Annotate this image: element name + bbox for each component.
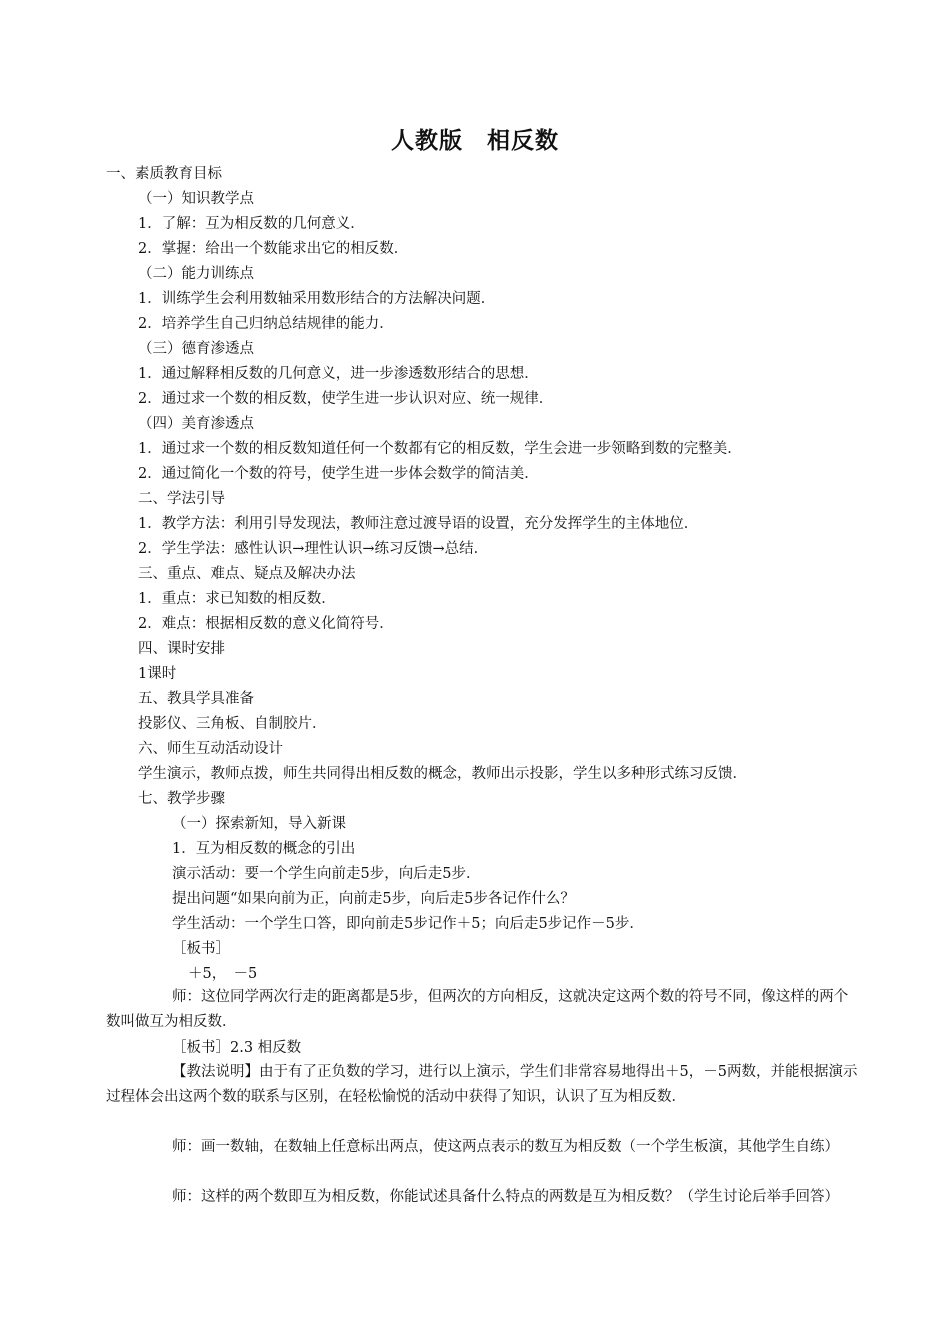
section-heading: 二、学法引导 [138,491,225,507]
paragraph: 师：这位同学两次行走的距离都是5步，但两次的方向相反，这就决定这两个数的符号不同，像这样的两个数叫做互为相反数． [106,989,849,1030]
subsection-heading: （一）知识教学点 [138,191,254,207]
body-text: 演示活动：要一个学生向前走5步，向后走5步． [172,866,481,882]
paragraph: 【教法说明】由于有了正负数的学习，进行以上演示，学生们非常容易地得出＋5，－5两数，并能根据演示过程体会出这两个数的联系与区别，在轻松愉悦的活动中获得了知识，认识了互为相反数． [106,1064,858,1105]
list-item: 2．难点：根据相反数的意义化简符号． [138,616,394,632]
list-item: 1．通过解释相反数的几何意义，进一步渗透数形结合的思想． [138,366,539,382]
body-text: 投影仪、三角板、自制胶片． [138,716,327,732]
blackboard-note: ［板书］ [172,941,230,957]
list-item: 2．培养学生自己归纳总结规律的能力． [138,316,394,332]
subsection-heading: （一）探索新知，导入新课 [172,816,346,832]
page-title: 人教版 相反数 [391,128,559,154]
list-item: 1．通过求一个数的相反数知道任何一个数都有它的相反数，学生会进一步领略到数的完整美． [138,441,742,457]
section-heading: 五、教具学具准备 [138,691,254,707]
list-item: 1．教学方法：利用引导发现法，教师注意过渡导语的设置，充分发挥学生的主体地位． [138,516,699,532]
subsection-heading: （二）能力训练点 [138,266,254,282]
list-item: 1．重点：求已知数的相反数． [138,591,336,607]
paragraph: 师：这样的两个数即互为相反数，你能试述具备什么特点的两数是互为相反数？（学生讨论后举手回答） [172,1189,839,1205]
list-item: 1．了解：互为相反数的几何意义． [138,216,365,232]
blackboard-content: ＋5， －5 [188,966,258,982]
list-item: 2．通过求一个数的相反数，使学生进一步认识对应、统一规律． [138,391,554,407]
blackboard-note: ［板书］2.3 相反数 [172,1040,302,1056]
list-item: 2．掌握：给出一个数能求出它的相反数． [138,241,409,257]
list-item: 2．学生学法：感性认识→理性认识→练习反馈→总结． [138,541,489,557]
body-text: 1课时 [138,666,177,682]
subsection-heading: （四）美育渗透点 [138,416,254,432]
body-text: 提出问题“如果向前为正，向前走5步，向后走5步各记作什么？ [172,891,575,907]
section-heading: 六、师生互动活动设计 [138,741,283,757]
list-item: 1．互为相反数的概念的引出 [172,841,356,857]
list-item: 2．通过简化一个数的符号，使学生进一步体会数学的简洁美． [138,466,539,482]
body-text: 学生演示，教师点拨，师生共同得出相反数的概念，教师出示投影，学生以多种形式练习反馈． [138,766,747,782]
section-heading: 三、重点、难点、疑点及解决办法 [138,566,356,582]
list-item: 1．训练学生会利用数轴采用数形结合的方法解决问题． [138,291,496,307]
section-heading: 四、课时安排 [138,641,225,657]
body-text: 学生活动：一个学生口答，即向前走5步记作＋5；向后走5步记作－5步． [172,916,644,932]
paragraph: 师：画一数轴，在数轴上任意标出两点，使这两点表示的数互为相反数（一个学生板演，其他学生自练） [172,1139,839,1155]
section-heading: 一、素质教育目标 [106,166,222,182]
section-heading: 七、教学步骤 [138,791,225,807]
subsection-heading: （三）德育渗透点 [138,341,254,357]
